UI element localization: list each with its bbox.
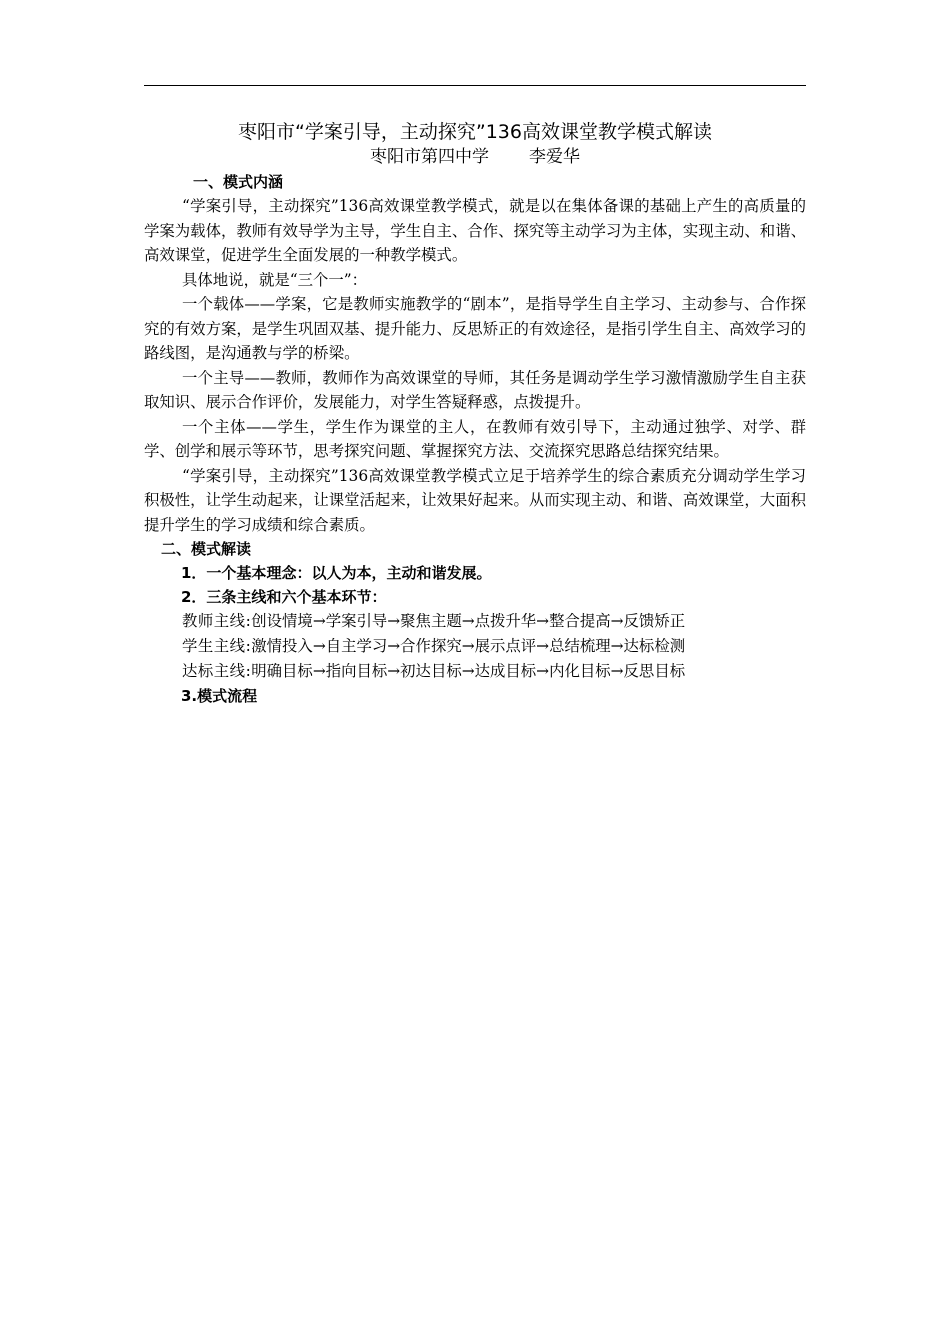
- item-three-lines: 2．三条主线和六个基本环节：: [181, 588, 387, 606]
- student-line-flow: 激情投入→自主学习→合作探究→展示点评→总结梳理→达标检测: [251, 637, 686, 655]
- paragraph-definition: “学案引导，主动探究”136高效课堂教学模式，就是以在集体备课的基础上产生的高质量的学案为载体，教师有效导学为主导，学生自主、合作、探究等主动学习为主体，实现主动、和谐、高效课堂，促进学生全面发展的一种教学模式。: [144, 197, 806, 264]
- item-model-process: 3.模式流程: [181, 687, 258, 705]
- teacher-line: [144, 609, 806, 634]
- teacher-line-label: 教师主线:: [182, 612, 252, 630]
- document-title: 枣阳市“学案引导，主动探究”136高效课堂教学模式解读: [238, 121, 712, 143]
- goal-line-label: 达标主线:: [182, 662, 252, 680]
- student-line-label: 学生主线:: [182, 637, 252, 655]
- student-line: [144, 634, 806, 659]
- teacher-line-flow: 创设情境→学案引导→聚焦主题→点拨升华→整合提高→反馈矫正: [251, 612, 686, 630]
- byline: [144, 146, 806, 168]
- goal-line-flow: 明确目标→指向目标→初达目标→达成目标→内化目标→反思目标: [251, 662, 686, 680]
- paragraph-summary: “学案引导，主动探究”136高效课堂教学模式立足于培养学生的综合素质充分调动学生学习积极性，让学生动起来，让课堂活起来，让效果好起来。从而实现主动、和谐、高效课堂，大面积提升学生的学习成绩和综合素质。: [144, 466, 806, 534]
- section-heading-interpretation: 二、模式解读: [161, 540, 252, 558]
- paragraph-leader: 一个主导——教师，教师作为高效课堂的导师，其任务是调动学生学习激情激励学生自主获取知识、展示合作评价，发展能力，对学生答疑释惑，点拨提升。: [144, 368, 806, 411]
- paragraph-subject: 一个主体——学生，学生作为课堂的主人，在教师有效引导下，主动通过独学、对学、群学、创学和展示等环节，思考探究问题、掌握探究方法、交流探究思路总结探究结果。: [144, 417, 806, 460]
- goal-line: [144, 659, 806, 684]
- school-name: 枣阳市第四中学: [370, 147, 489, 167]
- document-body: [144, 118, 806, 708]
- item-basic-idea: 1．一个基本理念：以人为本，主动和谐发展。: [181, 564, 492, 582]
- header-rule: [144, 85, 806, 86]
- paragraph-three-ones: 具体地说，就是“三个一”：: [182, 270, 368, 289]
- paragraph-carrier: 一个载体——学案，它是教师实施教学的“剧本”，是指导学生自主学习、主动参与、合作探究的有效方案，是学生巩固双基、提升能力、反思矫正的有效途径，是指引学生自主、高效学习的路线图，是沟通教与学的桥梁。: [144, 295, 806, 362]
- author-name: 李爱华: [529, 147, 580, 167]
- section-heading-connotation: 一、模式内涵: [193, 173, 284, 191]
